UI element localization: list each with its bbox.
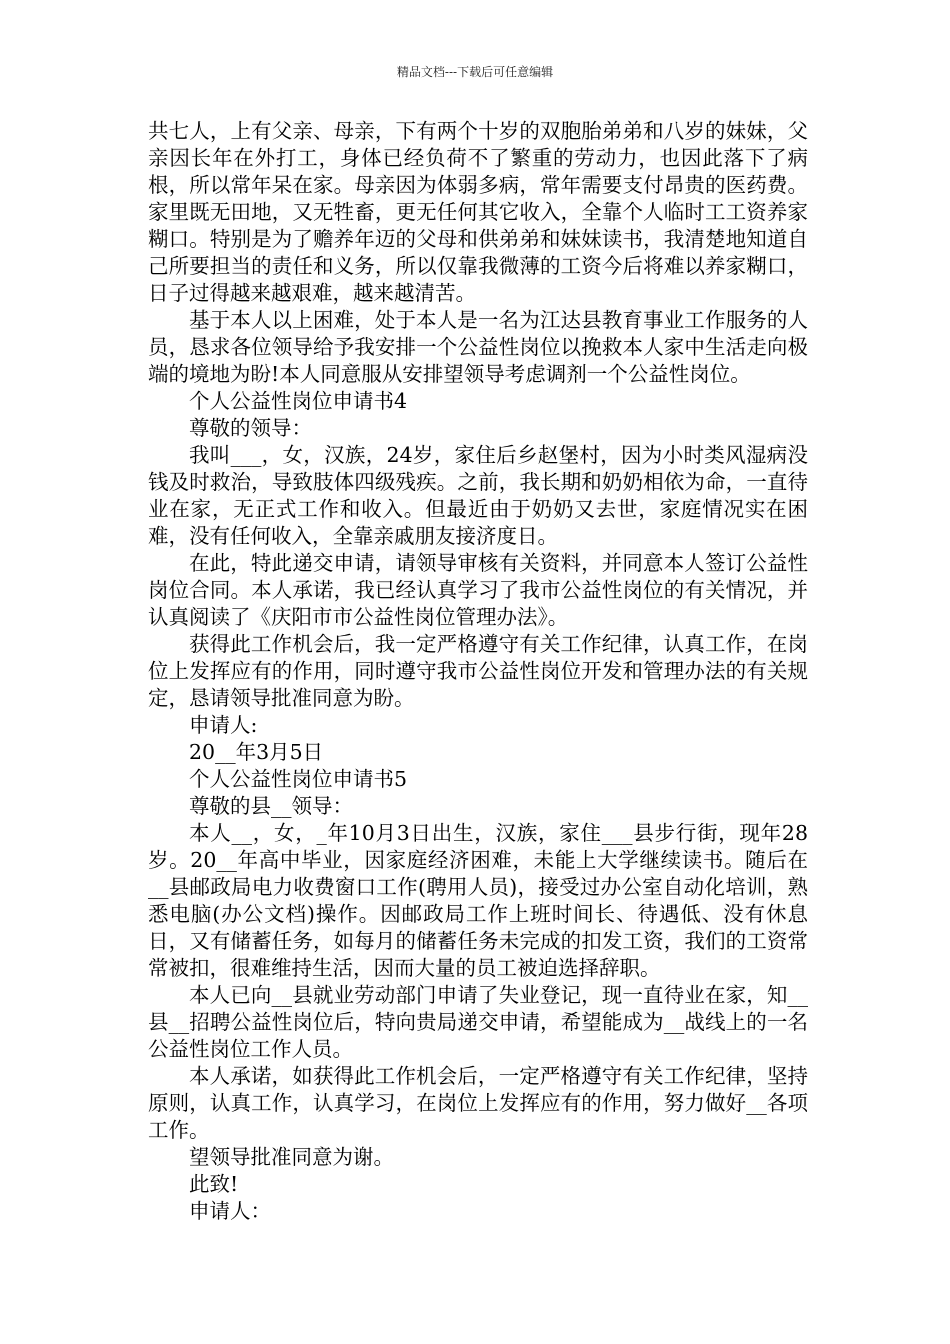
paragraph-self-introduction: 我叫___，女，汉族，24岁，家住后乡赵堡村，因为小时类风湿病没钱及时救治，导致肢体四级残疾。之前，我长期和奶奶相依为命，一直待业在家，无正式工作和收入。但最近由于奶奶又去世，家庭情况实在困难，没有任何收入，全靠亲戚朋友接济度日。 bbox=[148, 443, 808, 548]
paragraph-family-situation: 共七人，上有父亲、母亲，下有两个十岁的双胞胎弟弟和八岁的妹妹，父亲因长年在外打工，身体已经负荷不了繁重的劳动力，也因此落下了病根，所以常年呆在家。母亲因为体弱多病，常年需要支付昂贵的医药费。家里既无田地，又无牲畜，更无任何其它收入，全靠个人临时工工资养家糊口。特别是为了赡养年迈的父母和供弟弟和妹妹读书，我清楚地知道自己所要担当的责任和义务，所以仅靠我微薄的工资今后将难以养家糊口，日子过得越来越艰难，越来越清苦。 bbox=[148, 119, 808, 305]
salutation-letter-5: 尊敬的县__领导： bbox=[189, 794, 353, 818]
paragraph-personal-background: 本人__，女，_年10月3日出生，汉族，家住___县步行街，现年28岁。20__年高中毕业，因家庭经济困难，未能上大学继续读书。随后在__县邮政局电力收费窗口工作(聘用人员)，接受过办公室自动化培训，熟悉电脑(办公文档)操作。因邮政局工作上班时间长、待遇低、没有休息日，又有储蓄任务，如每月的储蓄任务未完成的扣发工资，我们的工资常常被扣，很难维持生活，因而大量的员工被迫选择辞职。 bbox=[148, 821, 808, 980]
section-title-letter-4: 个人公益性岗位申请书4 bbox=[189, 389, 408, 413]
paragraph-request: 基于本人以上困难，处于本人是一名为江达县教育事业工作服务的人员，恳求各位领导给予我安排一个公益性岗位以挽救本人家中生活走向极端的境地为盼!本人同意服从安排望领导考虑调剂一个公益性岗位。 bbox=[148, 308, 808, 386]
section-title-letter-5: 个人公益性岗位申请书5 bbox=[189, 767, 408, 791]
closing-salute: 此致! bbox=[189, 1172, 239, 1196]
applicant-label-letter-5: 申请人： bbox=[189, 1199, 271, 1223]
paragraph-commitment: 获得此工作机会后，我一定严格遵守有关工作纪律，认真工作，在岗位上发挥应有的作用，同时遵守我市公益性岗位开发和管理办法的有关规定，恳请领导批准同意为盼。 bbox=[148, 632, 808, 710]
applicant-label-letter-4: 申请人: bbox=[189, 713, 258, 737]
document-body bbox=[148, 118, 808, 1225]
date-letter-4: 20__年3月5日 bbox=[189, 740, 324, 764]
paragraph-promise: 本人承诺，如获得此工作机会后，一定严格遵守有关工作纪律，坚持原则，认真工作，认真学习，在岗位上发挥应有的作用，努力做好__各项工作。 bbox=[148, 1064, 808, 1142]
paragraph-unemployment-registration: 本人已向__县就业劳动部门申请了失业登记，现一直待业在家，知__县__招聘公益性岗位后，特向贵局递交申请，希望能成为__战线上的一名公益性岗位工作人员。 bbox=[148, 983, 808, 1061]
paragraph-application: 在此，特此递交申请，请领导审核有关资料，并同意本人签订公益性岗位合同。本人承诺，我已经认真学习了我市公益性岗位的有关情况，并认真阅读了《庆阳市市公益性岗位管理办法》。 bbox=[148, 551, 808, 629]
closing-request: 望领导批准同意为谢。 bbox=[189, 1145, 394, 1169]
page-header: 精品文档---下载后可任意编辑 bbox=[396, 65, 554, 79]
salutation-letter-4: 尊敬的领导： bbox=[189, 416, 312, 440]
